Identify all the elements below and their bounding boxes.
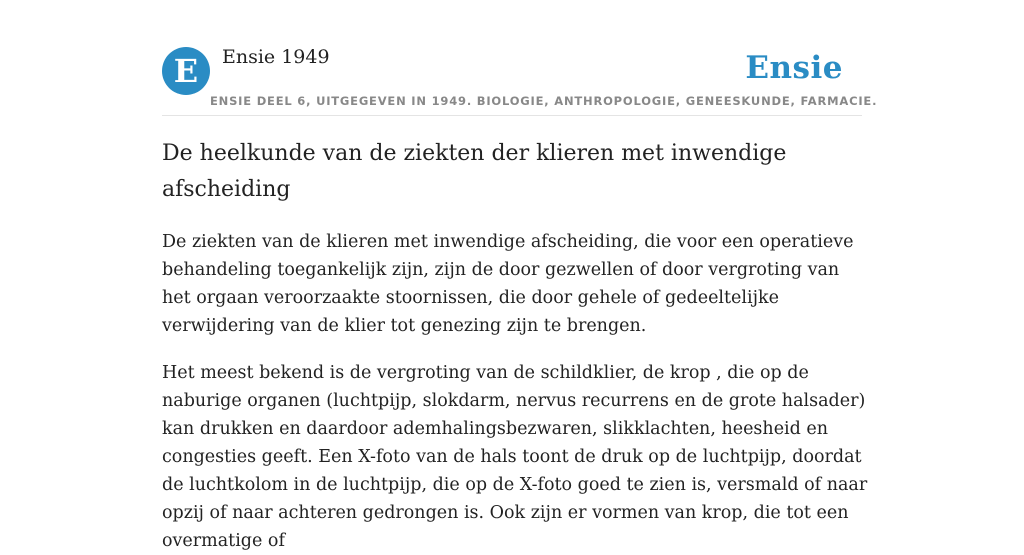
site-header xyxy=(162,44,878,116)
ensie-logo[interactable]: E xyxy=(162,47,210,95)
edition-subtitle: ENSIE DEEL 6, UITGEGEVEN IN 1949. BIOLOGIE, ANTHROPOLOGIE, GENEESKUNDE, FARMACIE. xyxy=(210,94,878,108)
article xyxy=(162,136,872,555)
article-paragraph: Het meest bekend is de vergroting van de schildklier, de krop , die op de naburige organen (luchtpijp, slokdarm, nervus recurrens en de grote halsader) kan drukken en daardoor ademhalingsbezwaren, slikklachten, heesheid en congesties geeft. Een X-foto van de hals toont de druk op de luchtpijp, doordat de luchtkolom in de luchtpijp, die op de X-foto goed te zien is, versmald of naar opzij of naar achteren gedrongen is. Ook zijn er vormen van krop, die tot een overmatige of xyxy=(162,363,868,551)
site-title[interactable]: Ensie 1949 xyxy=(222,46,330,68)
brand-logo-text[interactable]: Ensie xyxy=(745,50,843,86)
article-paragraph: De ziekten van de klieren met inwendige afscheiding, die voor een operatieve behandeling toegankelijk zijn, zijn de door gezwellen of door vergroting van het orgaan veroorzaakte stoornissen, die door gehele of gedeeltelijke verwijdering van de klier tot genezing zijn te brengen. xyxy=(162,232,854,336)
article-title: De heelkunde van de ziekten der klieren met inwendige afscheiding xyxy=(162,141,787,202)
